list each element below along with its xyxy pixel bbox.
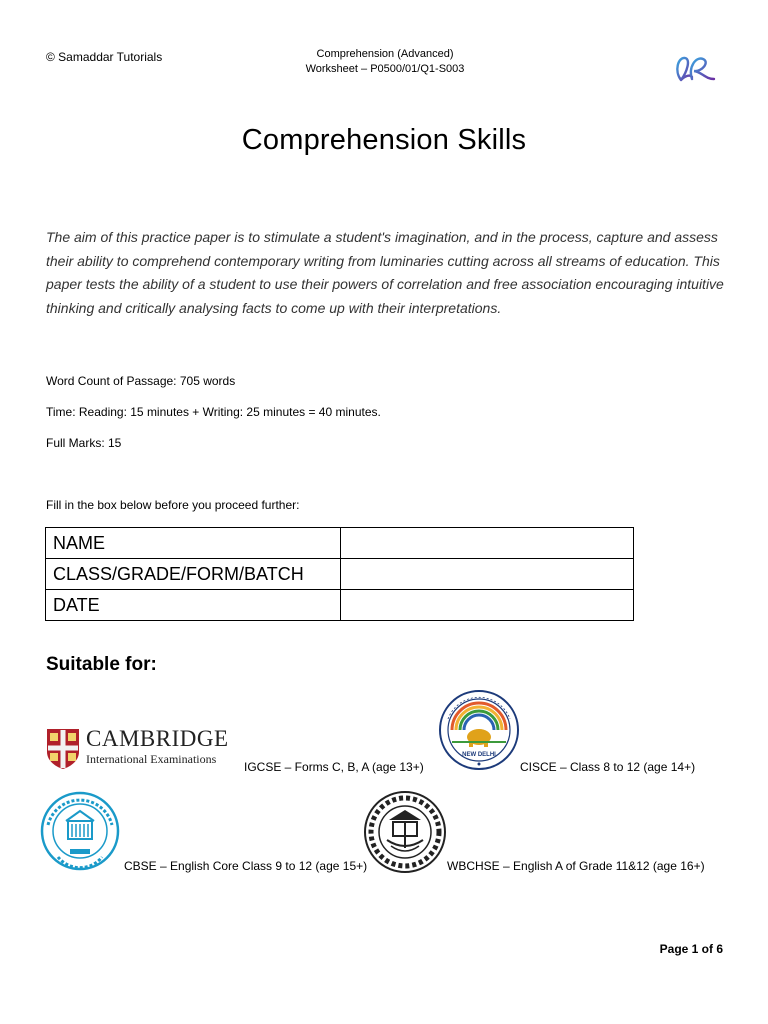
suitable-heading: Suitable for: bbox=[46, 654, 157, 675]
brand-logo-icon bbox=[672, 53, 718, 85]
cambridge-subtitle: International Examinations bbox=[86, 752, 217, 766]
page-number: Page 1 of 6 bbox=[659, 942, 723, 956]
class-field[interactable] bbox=[341, 559, 634, 590]
table-row bbox=[46, 559, 634, 590]
full-marks-text: Full Marks: 15 bbox=[46, 436, 122, 450]
table-row bbox=[46, 528, 634, 559]
time-text: Time: Reading: 15 minutes + Writing: 25 minutes = 40 minutes. bbox=[46, 405, 381, 419]
cambridge-caption: IGCSE – Forms C, B, A (age 13+) bbox=[244, 760, 424, 774]
date-label: DATE bbox=[46, 590, 341, 621]
class-label: CLASS/GRADE/FORM/BATCH bbox=[46, 559, 341, 590]
word-count-text: Word Count of Passage: 705 words bbox=[46, 374, 236, 388]
name-label: NAME bbox=[46, 528, 341, 559]
table-row bbox=[46, 590, 634, 621]
wbchse-caption: WBCHSE – English A of Grade 11&12 (age 16+) bbox=[447, 859, 705, 873]
name-field[interactable] bbox=[341, 528, 634, 559]
date-field[interactable] bbox=[341, 590, 634, 621]
page-title: Comprehension Skills bbox=[241, 124, 527, 156]
cbse-emblem-icon bbox=[40, 791, 120, 871]
copyright-text: © Samaddar Tutorials bbox=[46, 50, 163, 64]
subject-text: Comprehension (Advanced) bbox=[316, 48, 454, 60]
wbchse-emblem-icon bbox=[363, 790, 447, 874]
cambridge-logo bbox=[46, 728, 246, 772]
fill-instruction: Fill in the box below before you proceed further: bbox=[46, 498, 300, 512]
cbse-caption: CBSE – English Core Class 9 to 12 (age 15+) bbox=[124, 859, 368, 873]
intro-paragraph: The aim of this practice paper is to stimulate a student's imagination, and in the process, capture and assess their ability to comprehend contemporary writing from luminaries cutting across all streams of education. This paper tests the ability of a student to use their powers of correlation and free association encouraging intuitive thinking and critically analysing facts to come up with their interpretations. bbox=[46, 229, 724, 316]
student-details-table bbox=[45, 527, 634, 621]
cambridge-wordmark: CAMBRIDGE bbox=[86, 726, 229, 751]
cisce-caption: CISCE – Class 8 to 12 (age 14+) bbox=[520, 760, 696, 774]
cisce-emblem-icon bbox=[438, 689, 520, 771]
worksheet-code: Worksheet – P0500/01/Q1-S003 bbox=[305, 63, 465, 75]
header-center bbox=[250, 47, 520, 77]
cambridge-shield-icon bbox=[46, 728, 80, 770]
cisce-emblem-text: NEW DELHI bbox=[462, 752, 496, 758]
